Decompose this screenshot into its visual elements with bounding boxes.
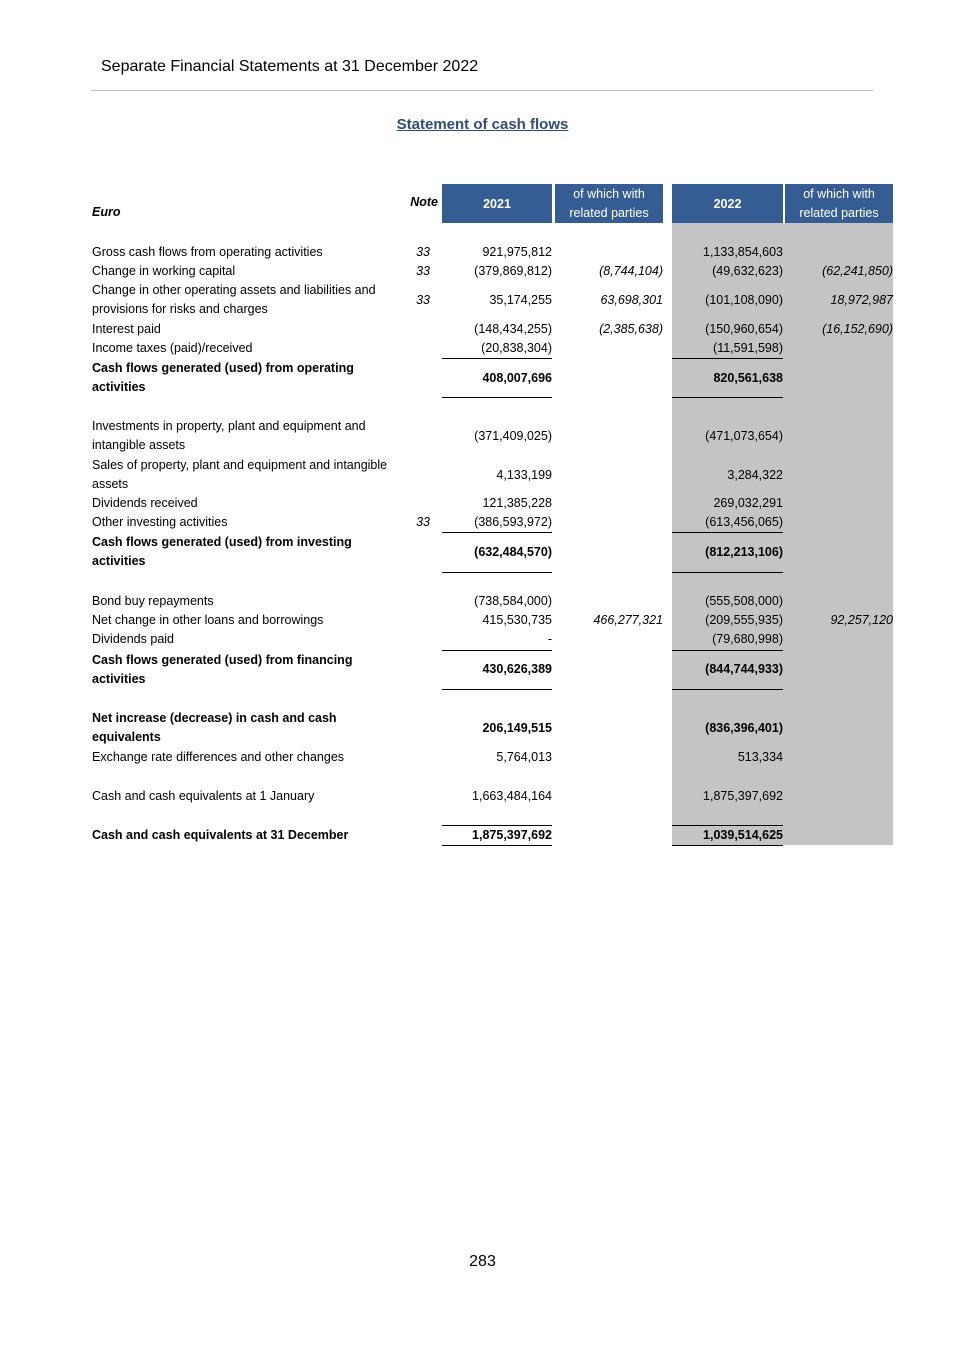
value-2022: 269,032,291 — [713, 496, 783, 510]
document-title: Statement of cash flows — [396, 116, 569, 133]
note-column-header: Note — [410, 195, 438, 209]
value-2022: (49,632,623) — [712, 264, 783, 278]
row-label: Dividends received — [92, 496, 198, 510]
currency-label: Euro — [92, 205, 121, 219]
row-label: Cash flows generated (used) from operating activities — [92, 361, 354, 394]
value-2021: 1,663,484,164 — [472, 789, 552, 803]
page-header-title: Separate Financial Statements at 31 December 2022 — [101, 58, 479, 75]
row-label: Change in other operating assets and liabilities and provisions for risks and charges — [92, 283, 376, 316]
value-2022-related: 18,972,987 — [830, 293, 893, 307]
row-note: 33 — [416, 245, 430, 259]
value-2022: (844,744,933) — [705, 662, 783, 676]
row-note: 33 — [416, 515, 430, 529]
value-2022: 513,334 — [737, 750, 783, 764]
value-2022: 1,875,397,692 — [703, 789, 783, 803]
row-label: Income taxes (paid)/received — [92, 341, 253, 355]
value-2022: 3,284,322 — [727, 468, 783, 482]
value-2022: (613,456,065) — [705, 515, 783, 529]
value-2021: (20,838,304) — [481, 341, 552, 355]
value-2021-related: 466,277,321 — [593, 613, 663, 627]
value-2022: (150,960,654) — [705, 322, 783, 336]
row-label: Bond buy repayments — [92, 594, 214, 608]
value-2022: (11,591,598) — [713, 341, 783, 355]
value-2021: - — [547, 632, 552, 646]
row-note: 33 — [416, 293, 430, 307]
subtotal-rule — [672, 650, 783, 651]
value-2021: (738,584,000) — [474, 594, 552, 608]
value-2021-related: 63,698,301 — [600, 293, 663, 307]
value-2022-related: (16,152,690) — [822, 322, 893, 336]
value-2021: 1,875,397,692 — [472, 828, 552, 842]
column-header-2021: 2021 — [442, 184, 552, 223]
subtotal-rule — [442, 650, 552, 651]
row-note: 33 — [416, 264, 430, 278]
row-label: Cash flows generated (used) from financing activities — [92, 653, 353, 686]
row-label: Sales of property, plant and equipment and intangible assets — [92, 458, 388, 491]
subtotal-rule — [442, 397, 552, 398]
header-rule — [91, 90, 873, 91]
value-2021: (371,409,025) — [474, 429, 552, 443]
value-2022-related: 92,257,120 — [830, 613, 893, 627]
value-2021: 206,149,515 — [482, 721, 552, 735]
subtotal-rule — [442, 358, 552, 359]
total-rule — [442, 845, 552, 846]
value-2021: 4,133,199 — [496, 468, 552, 482]
subtotal-rule — [672, 397, 783, 398]
value-2022-related: (62,241,850) — [822, 264, 893, 278]
subtotal-rule — [672, 689, 783, 690]
row-label: Gross cash flows from operating activities — [92, 245, 323, 259]
value-2021-related: (2,385,638) — [599, 322, 663, 336]
value-2022: (836,396,401) — [705, 721, 783, 735]
row-label: Cash and cash equivalents at 1 January — [92, 789, 315, 803]
value-2022: 1,039,514,625 — [703, 828, 783, 842]
row-label: Other investing activities — [92, 515, 228, 529]
column-header-2021-related: of which with related parties — [555, 184, 663, 223]
row-label: Net change in other loans and borrowings — [92, 613, 324, 627]
row-label: Change in working capital — [92, 264, 236, 278]
row-label: Investments in property, plant and equipment and intangible assets — [92, 419, 366, 452]
subtotal-rule — [672, 358, 783, 359]
value-2021: 408,007,696 — [482, 371, 552, 385]
total-rule — [672, 845, 783, 846]
value-2021: 415,530,735 — [482, 613, 552, 627]
row-label: Cash flows generated (used) from investing activities — [92, 535, 352, 568]
column-header-2022: 2022 — [672, 184, 783, 223]
value-2022: (209,555,935) — [705, 613, 783, 627]
subtotal-rule — [672, 532, 783, 533]
value-2022: (812,213,106) — [705, 545, 783, 559]
value-2021: (379,869,812) — [474, 264, 552, 278]
value-2021: 921,975,812 — [482, 245, 552, 259]
column-header-2022-related: of which with related parties — [785, 184, 893, 223]
value-2022: 1,133,854,603 — [703, 245, 783, 259]
value-2021: (386,593,972) — [474, 515, 552, 529]
value-2021-related: (8,744,104) — [599, 264, 663, 278]
page-number: 283 — [469, 1253, 496, 1270]
value-2021: 430,626,389 — [482, 662, 552, 676]
value-2022: (555,508,000) — [705, 594, 783, 608]
subtotal-rule — [442, 689, 552, 690]
value-2022: 820,561,638 — [713, 371, 783, 385]
subtotal-rule — [442, 572, 552, 573]
value-2021: (148,434,255) — [474, 322, 552, 336]
value-2021: 35,174,255 — [489, 293, 552, 307]
row-label: Net increase (decrease) in cash and cash equivalents — [92, 711, 337, 744]
row-label: Dividends paid — [92, 632, 174, 646]
value-2021: 121,385,228 — [482, 496, 552, 510]
value-2022: (101,108,090) — [705, 293, 783, 307]
row-label: Cash and cash equivalents at 31 December — [92, 828, 349, 842]
value-2022: (471,073,654) — [705, 429, 783, 443]
subtotal-rule — [672, 572, 783, 573]
subtotal-rule — [442, 532, 552, 533]
row-label: Exchange rate differences and other changes — [92, 750, 345, 764]
value-2021: 5,764,013 — [496, 750, 552, 764]
row-label: Interest paid — [92, 322, 161, 336]
value-2022: (79,680,998) — [712, 632, 783, 646]
value-2021: (632,484,570) — [474, 545, 552, 559]
